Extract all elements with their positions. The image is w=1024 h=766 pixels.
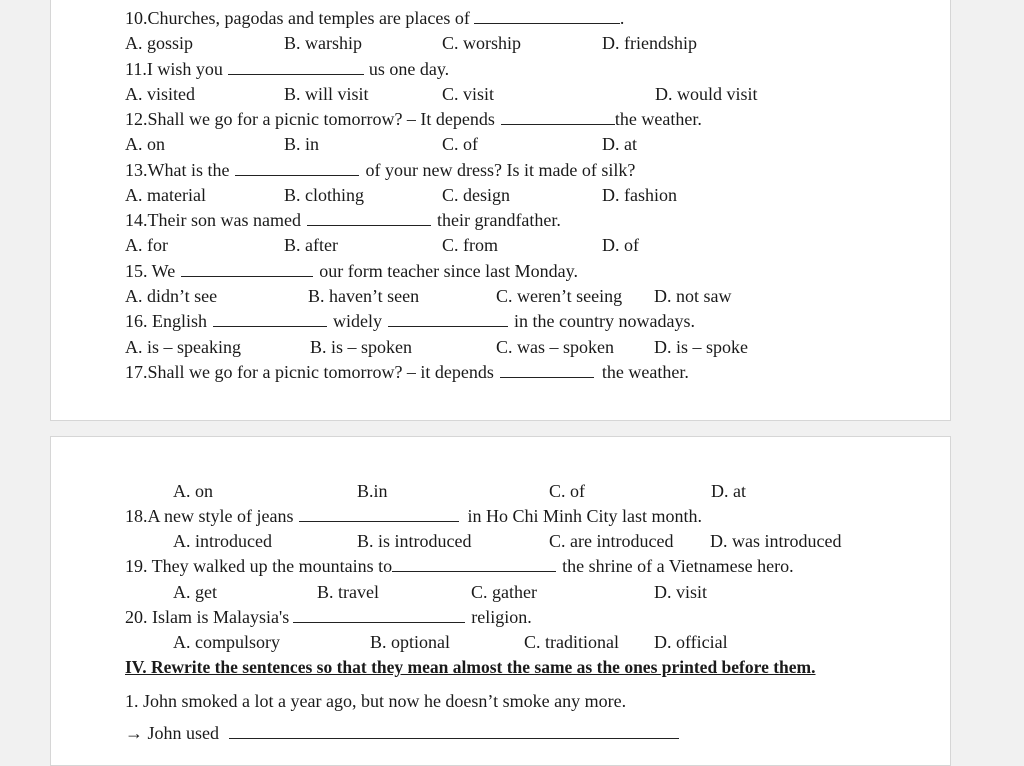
question-text-end: the shrine of a Vietnamese hero. — [562, 556, 794, 576]
answer-blank — [501, 110, 615, 125]
option-a: A. get — [173, 582, 217, 602]
question-17 — [125, 361, 689, 383]
rewrite-item-1: 1. John smoked a lot a year ago, but now he doesn’t smoke any more. — [125, 691, 627, 711]
option-b: B. travel — [317, 582, 379, 602]
option-c: C. was – spoken — [496, 337, 614, 357]
option-c: C. weren’t seeing — [496, 286, 623, 306]
option-d: D. would visit — [655, 84, 758, 104]
question-text-end: their grandfather. — [436, 210, 561, 230]
option-d: D. at — [711, 481, 746, 501]
option-b: B. clothing — [284, 185, 364, 205]
question-19 — [125, 555, 794, 577]
answer-blank — [228, 60, 364, 75]
option-a: A. gossip — [125, 33, 194, 53]
option-d: D. friendship — [602, 33, 697, 53]
question-text-end: of your new dress? Is it made of silk? — [365, 160, 636, 180]
option-c: C. of — [549, 481, 585, 501]
question-text-end: in the country nowadays. — [514, 311, 695, 331]
answer-blank — [474, 9, 620, 24]
answer-blank — [235, 161, 359, 176]
option-c: C. of — [442, 134, 478, 154]
question-11 — [125, 58, 449, 80]
option-c: C. design — [442, 185, 511, 205]
option-b: B. optional — [370, 632, 450, 652]
question-text: 18.A new style of jeans — [125, 506, 294, 526]
option-c: C. are introduced — [549, 531, 674, 551]
option-c: C. gather — [471, 582, 537, 602]
question-text: 10.Churches, pagodas and temples are places of — [125, 8, 470, 28]
answer-blank — [293, 608, 465, 623]
answer-blank — [307, 211, 431, 226]
question-text: 12.Shall we go for a picnic tomorrow? – It depends — [125, 109, 495, 129]
question-15 — [125, 260, 578, 282]
question-text-end: the weather. — [614, 109, 702, 129]
option-a: A. is – speaking — [125, 337, 241, 357]
option-b: B. is – spoken — [310, 337, 413, 357]
question-text-end: our form teacher since last Monday. — [319, 261, 578, 281]
question-text: 20. Islam is Malaysia's — [125, 607, 290, 627]
question-12 — [125, 108, 702, 130]
question-text-end: the weather. — [601, 362, 689, 382]
option-a: A. on — [125, 134, 165, 154]
option-a: A. introduced — [173, 531, 272, 551]
option-d: D. at — [602, 134, 637, 154]
question-text-end: . — [619, 8, 625, 28]
option-c: C. visit — [442, 84, 495, 104]
option-b: B. warship — [284, 33, 362, 53]
question-text: 19. They walked up the mountains to — [125, 556, 393, 576]
answer-blank — [388, 312, 508, 327]
option-a: A. material — [125, 185, 206, 205]
section-heading: IV. Rewrite the sentences so that they mean almost the same as the ones printed before them. — [125, 657, 816, 677]
question-text: 15. We — [125, 261, 176, 281]
option-d: D. not saw — [654, 286, 732, 306]
option-d: D. official — [654, 632, 728, 652]
answer-blank — [299, 507, 459, 522]
option-a: A. didn’t see — [125, 286, 218, 306]
question-18 — [125, 505, 702, 527]
option-b: B. is introduced — [357, 531, 472, 551]
option-c: C. from — [442, 235, 498, 255]
option-c: C. worship — [442, 33, 522, 53]
option-b: B. after — [284, 235, 338, 255]
question-text-end: us one day. — [368, 59, 450, 79]
question-14 — [125, 209, 561, 231]
option-a: A. on — [173, 481, 213, 501]
question-16 — [125, 310, 695, 332]
option-d: D. was introduced — [710, 531, 842, 551]
option-b: B. will visit — [284, 84, 369, 104]
question-text: 11.I wish you — [125, 59, 223, 79]
question-text: 14.Their son was named — [125, 210, 301, 230]
option-a: A. compulsory — [173, 632, 280, 652]
option-d: D. fashion — [602, 185, 677, 205]
question-text: 16. English — [125, 311, 208, 331]
answer-blank — [181, 262, 313, 277]
answer-blank — [213, 312, 327, 327]
answer-blank — [392, 557, 556, 572]
option-d: D. visit — [654, 582, 708, 602]
question-text-end: religion. — [471, 607, 532, 627]
question-13 — [125, 159, 635, 181]
option-d: D. of — [602, 235, 639, 255]
option-c: C. traditional — [524, 632, 619, 652]
answer-blank — [229, 724, 679, 739]
option-b: B. haven’t seen — [308, 286, 420, 306]
question-text: 13.What is the — [125, 160, 230, 180]
option-b: B.in — [357, 481, 388, 501]
answer-blank — [500, 363, 594, 378]
document-page-2 — [50, 436, 951, 766]
option-a: A. for — [125, 235, 168, 255]
question-text: 17.Shall we go for a picnic tomorrow? – it depends — [125, 362, 494, 382]
option-a: A. visited — [125, 84, 195, 104]
rewrite-prompt-1 — [125, 722, 679, 744]
rewrite-prompt-text: → John used — [125, 723, 219, 743]
question-10 — [125, 7, 624, 29]
question-20 — [125, 606, 532, 628]
document-page-1 — [50, 0, 951, 421]
option-b: B. in — [284, 134, 320, 154]
question-text-mid: widely — [333, 311, 383, 331]
option-d: D. is – spoke — [654, 337, 748, 357]
question-text-end: in Ho Chi Minh City last month. — [467, 506, 702, 526]
